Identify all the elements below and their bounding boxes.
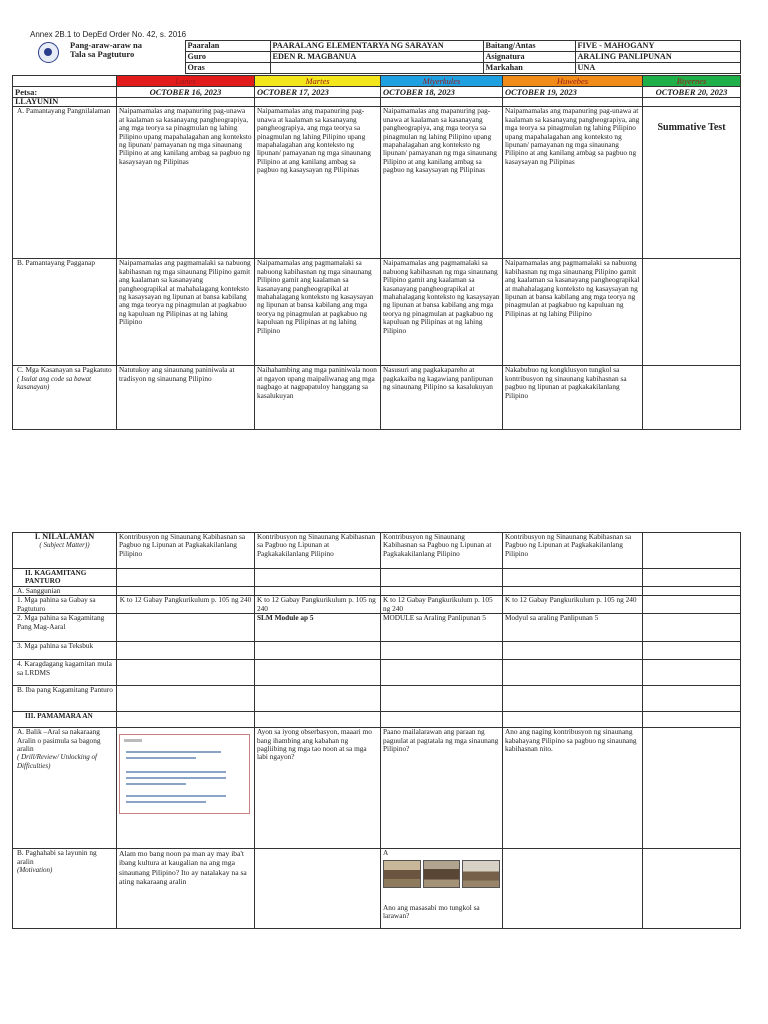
gabay-huwebes: K to 12 Gabay Pangkurikulum p. 105 ng 240 [503,596,643,614]
pagganap-lunes: Naipamamalas ang pagmamalaki sa nabuong kabihasnan ng mga sinaunang Pilipino gamit ang kaalaman sa kasanayang pangheograpikal at mahahalagang konteksto ng kasaysayan ng lipunan at bansa kabilang ang mga teorya ng pinagmulan at pagkabuo ng kapuluan ng Pilipinas at ng lahing Pilipino [117,259,255,366]
pangnilalaman-lunes: Naipamamalas ang mapanuring pag-unawa at kaalaman sa kasanayang pangheograpiya, ang mga teorya sa pinagmulan ng lahing Pilipino upang mapahalagahan ang konteksto ng lipunan/ pamayanan ng mga sinaunang Pilipino at ang kanilang ambag sa pagbuo ng kasaysayan ng Pilipinas [117,107,255,259]
row-label-lrdms: 4. Karagdagang kagamitan mula sa LRDMS [13,660,117,686]
label-guro: Guro [185,52,270,63]
label-paaralan: Paaralan [185,41,270,52]
header-table [64,40,741,74]
gabay-lunes: K to 12 Gabay Pangkurikulum p. 105 ng 240 [117,596,255,614]
nilalaman-lunes: Kontribusyon ng Sinaunang Kabihasnan sa Pagbuo ng Lipunan at Pagkakakilanlang Pilipino [117,533,255,569]
gabay-miyerkules: K to 12 Gabay Pangkurikulum p. 105 ng 240 [381,596,503,614]
house-photo-2 [423,860,461,888]
label-baitang: Baitang/Antas [483,41,575,52]
day-miyerkules: Miyerkules [381,76,503,87]
row-label-gabay: 1. Mga pahina sa Gabay sa Pagtuturo [13,596,117,614]
kagamitan-martes: SLM Module ap 5 [255,614,381,642]
value-paaralan: PAARALANG ELEMENTARYA NG SARAYAN [270,41,483,52]
kagamitan-lunes [117,614,255,642]
section-nilalaman: I. NILALAMAN [34,532,95,541]
deped-seal-icon [38,42,59,63]
value-oras [270,63,483,74]
pangnilalaman-huwebes: Naipamamalas ang mapanuring pag-unawa at kaalaman sa kasanayang pangheograpiya, ang mga teorya sa pinagmulan ng lahing Pilipino upang mapahalagahan ang konteksto ng lipunan/ pamayanan ng mga sinaunang Pilipino at ang kanilang ambag sa pagbuo ng kasaysayan ng Pilipinas [503,107,643,259]
house-photo-3 [462,860,500,888]
value-baitang: FIVE - MAHOGANY [575,41,740,52]
nilalaman-martes: Kontribusyon ng Sinaunang Kabihasnan sa Pagbuo ng Lipunan at Pagkakakilanlang Pilipino [255,533,381,569]
day-huwebes: Huwebes [503,76,643,87]
balik-aral-lunes [117,728,255,849]
petsa-label: Petsa: [13,87,117,98]
section-kagamitan: II. KAGAMITANG PANTURO [13,569,117,587]
page-title: Pang-araw-araw na Tala sa Pagtuturo [70,40,143,59]
kasanayan-miyerkules: Nasusuri ang pagkakapareho at pagkakaiba ng kagawiang panlipunan ng sinaunang Pilipino sa kasalukuyan [381,366,503,430]
layunin-table [12,75,741,430]
day-lunes: Lunes [117,76,255,87]
nilalaman-table [12,532,741,929]
date-biyernes: OCTOBER 20, 2023 [643,87,741,98]
pagganap-huwebes: Naipamamalas ang pagmamalaki sa nabuong kabihasnan ng mga sinaunang Pilipino gamit ang kaalaman sa kasanayang pangheograpikal at mahahalagang konteksto ng kasaysayan ng lipunan at bansa kabilang ang mga teorya ng pinagmulan at pagkabuo ng kapuluan ng Pilipinas at ng lahing Pilipino [503,259,643,366]
paghahabi-note: (Motivation) [17,866,53,875]
row-label-paghahabi: B. Paghahabi sa layunin ng aralin (Motivation) [13,849,117,929]
balik-aral-note: ( Drill/Review/ Unlocking of Difficulties) [17,753,97,770]
paghahabi-lunes: Alam mo bang noon pa man ay may iba't ibang kultura at kaugalian na ang mga sinaunang Pilipino? Ito ay natalakay na sa ating nakaraang aralin [117,849,255,929]
kasanayan-huwebes: Nakabubuo ng kongklusyon tungkol sa kontribusyon ng sinaunang kabihasnan sa pagbuo ng lipunan at pagkakakilanlang Pilipino [503,366,643,430]
nilalaman-huwebes: Kontribusyon ng Sinaunang Kabihasnan sa Pagbuo ng Lipunan at Pagkakakilanlang Pilipino [503,533,643,569]
pagganap-miyerkules: Naipamamalas ang pagmamalaki sa nabuong kabihasnan ng mga sinaunang Pilipino gamit ang kaalaman sa kasanayang pangheograpikal at mahahalagang konteksto ng kasaysayan ng lipunan at bansa kabilang ang mga teorya ng pinagmulan at pagkabuo ng kapuluan ng Pilipinas at ng lahing Pilipino [381,259,503,366]
annex-reference: Annex 2B.1 to DepEd Order No. 42, s. 2016 [30,30,187,39]
photo-label: A [383,848,389,858]
label-markahan: Markahan [483,63,575,74]
row-label-sanggunian: A. Sanggunian [13,586,117,595]
section-layunin: I.LAYUNIN [13,98,117,107]
balik-aral-huwebes: Ano ang naging kontribusyon ng sinaunang kabahayang Pilipino sa pagbuo ng sinaunang kabihasnan nito. [503,728,643,849]
row-label-teksbuk: 3. Mga pahina sa Teksbuk [13,642,117,660]
gabay-martes: K to 12 Gabay Pangkurikulum p. 105 ng 240 [255,596,381,614]
pagganap-martes: Naipamamalas ang pagmamalaki sa nabuong kabihasnan ng mga sinaunang Pilipino gamit ang kaalaman sa kasanayang pangheograpikal at mahahalagang konteksto ng kasaysayan ng lipunan at bansa kabilang ang mga teorya ng pinagmulan at pagkabuo ng kapuluan ng Pilipinas at ng lahing Pilipino [255,259,381,366]
row-label-iba-pang-kagamitan: B. Iba pang Kagamitang Panturo [13,686,117,712]
row-label-balik-aral: A. Balik –Aral sa nakaraang Aralin o pasimula sa bagong aralin ( Drill/Review/ Unlocking of Difficulties) [13,728,117,849]
balik-aral-martes: Ayon sa iyong obserbasyon, maaari mo bang ihambing ang kabahan ng pagliibing ng mga tao noon at sa mga labi ngayon? [255,728,381,849]
row-label-kagamitang-pang-mag-aaral: 2. Mga pahina sa Kagamitang Pang Mag-Aaral [13,614,117,642]
row-label-pagganap: B. Pamantayang Pagganap [13,259,117,366]
day-martes: Martes [255,76,381,87]
nilalaman-sub: ( Subject Matter)) [39,541,90,550]
kasanayan-martes: Naihahambing ang mga paniniwala noon at ngayon upang maipaliwanag ang mga nagbago at nagpapatuloy hanggang sa kasalukuyan [255,366,381,430]
drill-worksheet-image [119,734,250,814]
balik-aral-miyerkules: Paano mailalarawan ang paraan ng paguulat at pagtatala ng mga sinaunang Pilipino? [381,728,503,849]
kagamitan-miyerkules: MODULE sa Araling Panlipunan 5 [381,614,503,642]
nilalaman-label-cell [13,533,117,569]
value-guro: EDEN R. MAGBANUA [270,52,483,63]
label-oras: Oras [185,63,270,74]
label-asignatura: Asignatura [483,52,575,63]
row-label-kasanayan: C. Mga Kasanayan sa Pagkatuto ( Isulat ang code sa bawat kasanayan) [13,366,117,430]
value-markahan: UNA [575,63,740,74]
house-photo-1 [383,860,421,888]
paghahabi-miyerkules [381,849,503,929]
pangnilalaman-miyerkules: Naipamamalas ang mapanuring pag-unawa at kaalaman sa kasanayang pangheograpiya, ang mga teorya sa pinagmulan ng lahing Pilipino upang mapahalagahan ang konteksto ng lipunan/ pamayanan ng mga sinaunang Pilipino at ang kanilang ambag sa pagbuo ng kasaysayan ng Pilipinas [381,107,503,259]
nilalaman-miyerkules: Kontribusyon ng Sinaunang Kabihasnan sa Pagbuo ng Lipunan at Pagkakakilanlang Pilipino [381,533,503,569]
date-huwebes: OCTOBER 19, 2023 [503,87,643,98]
summative-test: Summative Test [643,107,741,259]
date-lunes: OCTOBER 16, 2023 [117,87,255,98]
kagamitan-huwebes: Modyul sa araling Panlipunan 5 [503,614,643,642]
photo-question: Ano ang masasabi mo tungkol sa larawan? [383,902,480,921]
house-photos [383,860,500,888]
row-label-pangnilalaman: A. Pamantayang Pangnilalaman [13,107,117,259]
date-miyerkules: OCTOBER 18, 2023 [381,87,503,98]
section-pamamaraan: III. PAMAMARA AN [13,712,117,728]
value-asignatura: ARALING PANLIPUNAN [575,52,740,63]
kasanayan-lunes: Natutukoy ang sinaunang paniniwala at tradisyon ng sinaunang Pilipino [117,366,255,430]
day-biyernes: Biyernes [643,76,741,87]
pangnilalaman-martes: Naipamamalas ang mapanuring pag-unawa at kaalaman sa kasanayang pangheograpiya, ang mga teorya sa pinagmulan ng lahing Pilipino upang mapahalagahan ang konteksto ng lipunan/ pamayanan ng mga sinaunang Pilipino at ang kanilang ambag sa pagbuo ng kasaysayan ng Pilipinas [255,107,381,259]
date-martes: OCTOBER 17, 2023 [255,87,381,98]
kasanayan-note: ( Isulat ang code sa bawat kasanayan) [17,374,92,392]
